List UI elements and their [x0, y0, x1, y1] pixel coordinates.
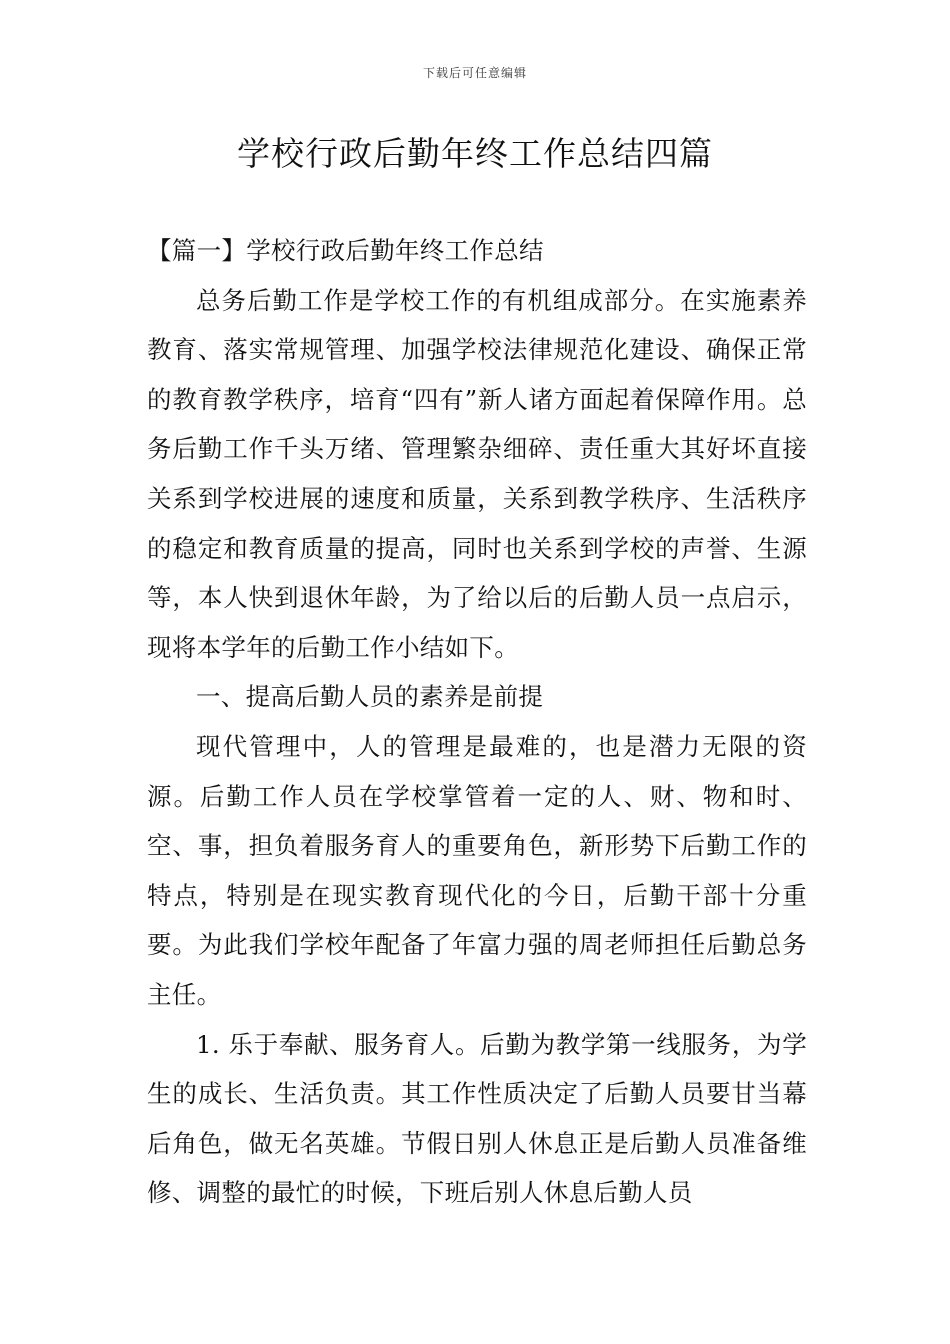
paragraph-point-one: 1. 乐于奉献、服务育人。后勤为教学第一线服务，为学生的成长、生活负责。其工作性质决定了后勤人员要甘当幕后角色，做无名英雄。节假日别人休息正是后勤人员准备维修、调整的最忙的时候，下班后别人休息后勤人员	[147, 1029, 807, 1208]
document-body	[147, 226, 807, 1218]
document-title: 学校行政后勤年终工作总结四篇	[237, 134, 713, 173]
section-heading: 【篇一】学校行政后勤年终工作总结	[147, 236, 544, 265]
paragraph-management: 现代管理中，人的管理是最难的，也是潜力无限的资源。后勤工作人员在学校掌管着一定的人、财、物和时、空、事，担负着服务育人的重要角色，新形势下后勤工作的特点，特别是在现实教育现代化的今日，后勤干部十分重要。为此我们学校年配备了年富力强的周老师担任后勤总务主任。	[147, 731, 807, 1009]
paragraph-intro: 总务后勤工作是学校工作的有机组成部分。在实施素养教育、落实常规管理、加强学校法律规范化建设、确保正常的教育教学秩序，培育“四有”新人诸方面起着保障作用。总务后勤工作千头万绪、管理繁杂细碎、责任重大其好坏直接关系到学校进展的速度和质量，关系到教学秩序、生活秩序的稳定和教育质量的提高，同时也关系到学校的声誉、生源等，本人快到退休年龄，为了给以后的后勤人员一点启示，现将本学年的后勤工作小结如下。	[147, 285, 807, 662]
subheading-one: 一、提高后勤人员的素养是前提	[196, 682, 544, 712]
header-note: 下载后可任意编辑	[422, 66, 527, 80]
